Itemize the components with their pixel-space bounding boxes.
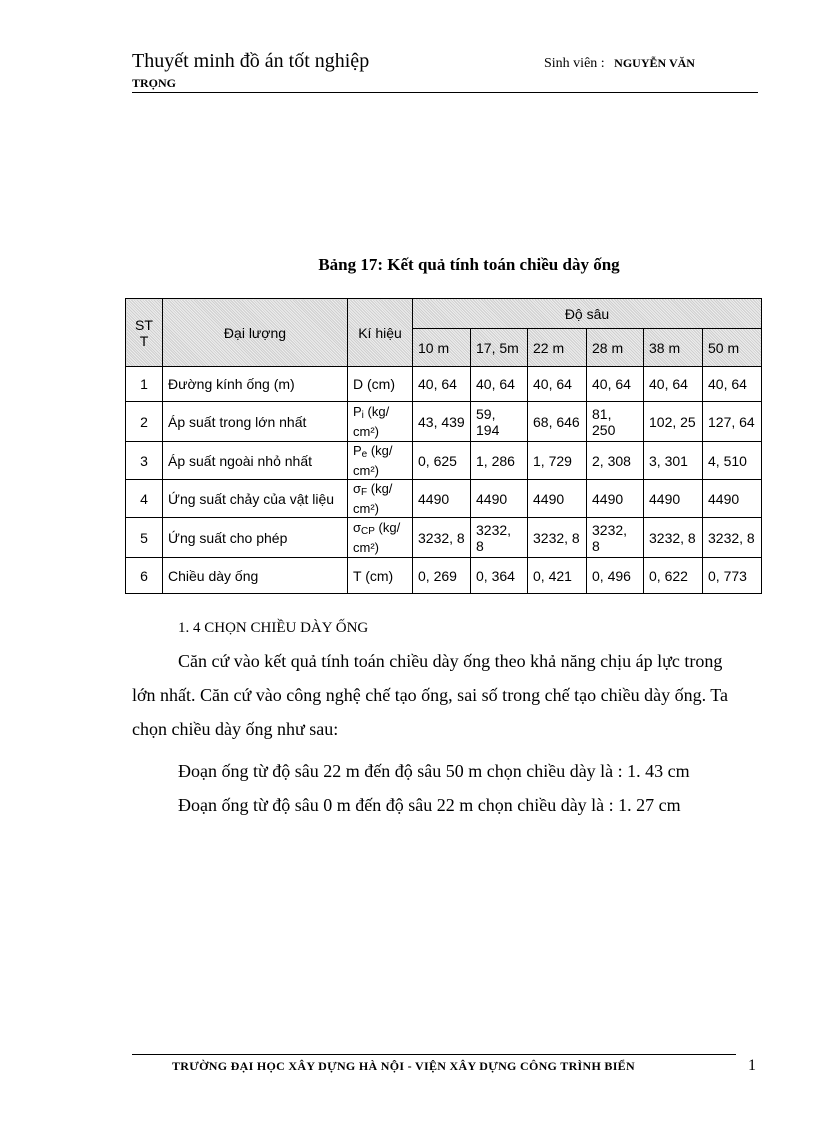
row-symbol: $P_i$ (kg/ cm²) [348,402,413,442]
row-value: 0, 269 [413,558,471,594]
row-number: 5 [126,518,163,558]
row-value: 4490 [413,480,471,518]
row-quantity: Đường kính ống (m) [163,367,348,402]
stt-header: ST T [126,299,163,367]
row-value: 0, 496 [587,558,644,594]
row-number: 4 [126,480,163,518]
row-number: 1 [126,367,163,402]
row-value: 0, 773 [703,558,762,594]
row-value: 4490 [471,480,528,518]
depth-cell: 10 m [413,329,471,367]
header-student [544,56,695,72]
depth-cell: 38 m [644,329,703,367]
row-value: 3232, 8 [413,518,471,558]
row-value: 2, 308 [587,442,644,480]
paragraph-line: Căn cứ vào kết quả tính toán chiều dày ống theo khả năng chịu áp lực trong [178,651,723,671]
row-value: 40, 64 [528,367,587,402]
row-value: 1, 729 [528,442,587,480]
row-number: 3 [126,442,163,480]
header-title-continuation: TRỌNG [132,76,177,90]
row-value: 4490 [644,480,703,518]
row-value: 40, 64 [471,367,528,402]
section-heading: 1. 4 CHỌN CHIỀU DÀY ỐNG [178,620,369,636]
choice-line: Đoạn ống từ độ sâu 22 m đến độ sâu 50 m chọn chiều dày là : 1. 43 cm [178,761,690,781]
row-value: 4490 [528,480,587,518]
row-value: 1, 286 [471,442,528,480]
row-value: 3, 301 [644,442,703,480]
table-caption: Bảng 17: Kết quả tính toán chiều dày ống [318,255,620,274]
quantity-header: Đại lượng [163,299,348,367]
row-value: 68, 646 [528,402,587,442]
table-row [126,558,762,594]
row-value: 0, 625 [413,442,471,480]
footer-text: TRƯỜNG ĐẠI HỌC XÂY DỰNG HÀ NỘI - VIỆN XÂY DỰNG CÔNG TRÌNH BIỂN [172,1059,635,1073]
row-value: 81, 250 [587,402,644,442]
row-symbol: D (cm) [348,367,413,402]
row-value: 0, 421 [528,558,587,594]
depth-header: Độ sâu [413,299,762,329]
row-value: 127, 64 [703,402,762,442]
depth-cell: 50 m [703,329,762,367]
body-paragraph [132,644,758,822]
row-value: 40, 64 [644,367,703,402]
header-rule [132,92,758,93]
row-value: 0, 622 [644,558,703,594]
page-number: 1 [748,1057,756,1074]
row-value: 0, 364 [471,558,528,594]
row-number: 2 [126,402,163,442]
row-value: 102, 25 [644,402,703,442]
row-quantity: Áp suất trong lớn nhất [163,402,348,442]
table-row [126,518,762,558]
student-name: NGUYỄN VĂN [614,56,695,70]
header-title: Thuyết minh đồ án tốt nghiệp [132,50,370,72]
row-quantity: Chiều dày ống [163,558,348,594]
row-number: 6 [126,558,163,594]
row-value: 3232, 8 [471,518,528,558]
row-value: 4, 510 [703,442,762,480]
results-table [125,298,762,594]
row-value: 59, 194 [471,402,528,442]
table-row [126,402,762,442]
depth-cell: 28 m [587,329,644,367]
symbol-header: Kí hiệu [348,299,413,367]
row-value: 3232, 8 [587,518,644,558]
row-value: 4490 [703,480,762,518]
row-quantity: Ứng suất chảy của vật liệu [163,480,348,518]
row-symbol: T (cm) [348,558,413,594]
paragraph-line: chọn chiều dày ống như sau: [132,719,339,739]
row-value: 3232, 8 [703,518,762,558]
row-value: 40, 64 [703,367,762,402]
row-quantity: Ứng suất cho phép [163,518,348,558]
row-value: 4490 [587,480,644,518]
row-symbol: $\sigma_{CP}$ (kg/ cm²) [348,518,413,558]
student-label: Sinh viên : [544,56,605,71]
row-value: 3232, 8 [644,518,703,558]
row-value: 40, 64 [413,367,471,402]
depth-cell: 22 m [528,329,587,367]
row-value: 43, 439 [413,402,471,442]
row-symbol: $\sigma_F$ (kg/ cm²) [348,480,413,518]
table-row [126,367,762,402]
footer-rule [132,1054,736,1055]
table-row [126,442,762,480]
paragraph-line: lớn nhất. Căn cứ vào công nghệ chế tạo ống, sai số trong chế tạo chiều dày ống. Ta [132,685,729,705]
row-quantity: Áp suất ngoài nhỏ nhất [163,442,348,480]
row-value: 40, 64 [587,367,644,402]
depth-cell: 17, 5m [471,329,528,367]
table-row [126,480,762,518]
choice-line: Đoạn ống từ độ sâu 0 m đến độ sâu 22 m chọn chiều dày là : 1. 27 cm [178,795,681,815]
row-value: 3232, 8 [528,518,587,558]
row-symbol: $P_e$ (kg/ cm²) [348,442,413,480]
